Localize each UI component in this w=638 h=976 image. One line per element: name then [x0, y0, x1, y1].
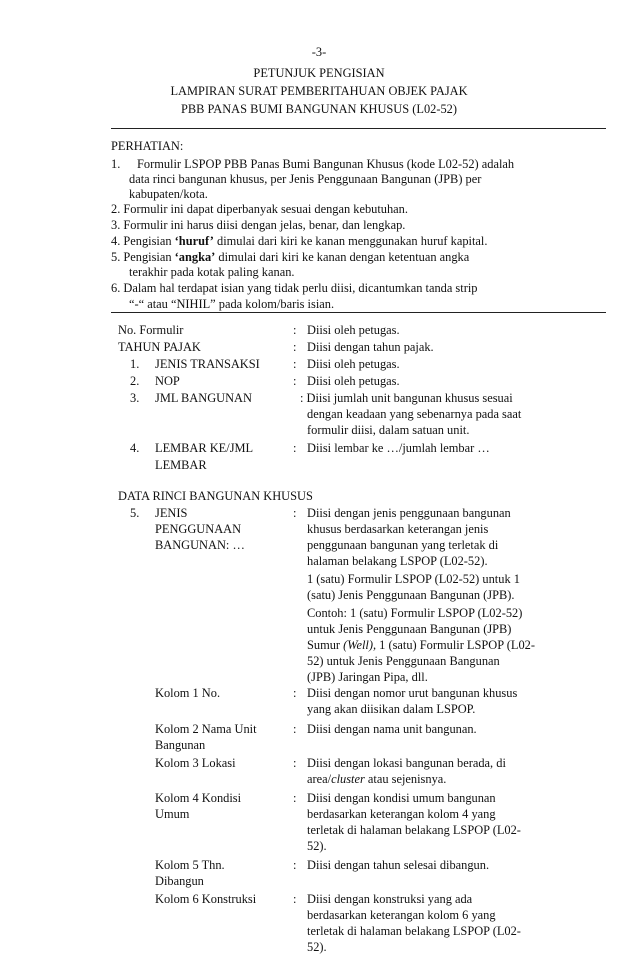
field-5-label-line-1: JENIS — [155, 506, 188, 520]
colon: : — [293, 858, 297, 872]
perhatian-item-4-bold: ‘huruf’ — [174, 234, 214, 248]
colon: : — [293, 686, 297, 700]
kolom-6-desc-line-1: Diisi dengan konstruksi yang ada — [307, 892, 473, 906]
field-4-label-line-2: LEMBAR — [155, 458, 207, 472]
field-4-desc: Diisi lembar ke …/jumlah lembar … — [307, 441, 490, 455]
colon: : — [293, 722, 297, 736]
field-5-desc-line-10: 52) untuk Jenis Penggunaan Bangunan — [307, 654, 500, 668]
perhatian-item-4: 4. Pengisian ‘huruf’ dimulai dari kiri ke kanan menggunakan huruf kapital. — [111, 234, 488, 248]
title-line-3: PBB PANAS BUMI BANGUNAN KHUSUS (L02-52) — [181, 102, 457, 116]
field-1-desc: Diisi oleh petugas. — [307, 357, 400, 371]
field-2-desc: Diisi oleh petugas. — [307, 374, 400, 388]
no-formulir-label: No. Formulir — [118, 323, 184, 337]
kolom-5-desc: Diisi dengan tahun selesai dibangun. — [307, 858, 490, 872]
colon: : — [293, 791, 297, 805]
field-3-number: 3. — [130, 391, 140, 405]
field-5-desc-line-1: Diisi dengan jenis penggunaan bangunan — [307, 506, 511, 520]
colon: : — [293, 357, 297, 371]
field-5-label-line-3: BANGUNAN: … — [155, 538, 245, 552]
kolom-3-desc-line-1: Diisi dengan lokasi bangunan berada, di — [307, 756, 506, 770]
field-3-desc-line-2: dengan keadaan yang sebenarnya pada saat — [307, 407, 522, 421]
kolom-6-label: Kolom 6 Konstruksi — [155, 892, 257, 906]
perhatian-item-3: 3. Formulir ini harus diisi dengan jelas, benar, dan lengkap. — [111, 218, 406, 232]
kolom-6-desc-line-3: terletak di halaman belakang LSPOP (L02- — [307, 924, 521, 938]
field-5-label-line-2: PENGGUNAAN — [155, 522, 242, 536]
field-5-desc-line-2: khusus berdasarkan keterangan jenis — [307, 522, 489, 536]
perhatian-item-6-line-1: 6. Dalam hal terdapat isian yang tidak perlu diisi, dicantumkan tanda strip — [111, 281, 478, 295]
perhatian-item-1-line-1: Formulir LSPOP PBB Panas Bumi Bangunan Khusus (kode L02-52) adalah — [137, 157, 515, 171]
field-1-number: 1. — [130, 357, 140, 371]
perhatian-item-5-bold: ‘angka’ — [174, 250, 216, 264]
field-3-desc-line-1: : Diisi jumlah unit bangunan khusus sesuai — [300, 391, 513, 405]
kolom-6-desc-line-2: berdasarkan keterangan kolom 6 yang — [307, 908, 496, 922]
divider-top — [111, 128, 606, 129]
kolom-1-desc-line-2: yang akan diisikan dalam LSPOP. — [307, 702, 476, 716]
colon: : — [293, 892, 297, 906]
kolom-4-desc-line-1: Diisi dengan kondisi umum bangunan — [307, 791, 496, 805]
colon: : — [293, 756, 297, 770]
perhatian-item-1-number: 1. — [111, 157, 121, 171]
kolom-3-label: Kolom 3 Lokasi — [155, 756, 236, 770]
field-2-number: 2. — [130, 374, 140, 388]
kolom-1-desc-line-1: Diisi dengan nomor urut bangunan khusus — [307, 686, 518, 700]
tahun-pajak-desc: Diisi dengan tahun pajak. — [307, 340, 434, 354]
field-2-label: NOP — [155, 374, 180, 388]
perhatian-item-2: 2. Formulir ini dapat diperbanyak sesuai dengan kebutuhan. — [111, 202, 408, 216]
field-5-desc-line-4: halaman belakang LSPOP (L02-52). — [307, 554, 488, 568]
colon: : — [293, 340, 297, 354]
kolom-2-label-line-1: Kolom 2 Nama Unit — [155, 722, 257, 736]
kolom-6-desc-line-4: 52). — [307, 940, 327, 954]
kolom-4-desc-line-3: terletak di halaman belakang LSPOP (L02- — [307, 823, 521, 837]
field-5-desc-line-3: penggunaan bangunan yang terletak di — [307, 538, 499, 552]
kolom-3-desc-line-2: area/cluster atau sejenisnya. — [307, 772, 447, 786]
kolom-5-label-line-2: Dibangun — [155, 874, 204, 888]
divider-bottom — [111, 312, 606, 313]
cluster-italic: cluster — [331, 772, 365, 786]
perhatian-item-1-line-2: data rinci bangunan khusus, per Jenis Penggunaan Bangunan (JPB) per — [129, 172, 482, 186]
kolom-4-label-line-1: Kolom 4 Kondisi — [155, 791, 242, 805]
title-line-2: LAMPIRAN SURAT PEMBERITAHUAN OBJEK PAJAK — [170, 84, 468, 98]
field-5-desc-line-9: Sumur (Well), 1 (satu) Formulir LSPOP (L02- — [307, 638, 535, 652]
field-5-desc-line-8: untuk Jenis Penggunaan Bangunan (JPB) — [307, 622, 512, 636]
field-4-label-line-1: LEMBAR KE/JML — [155, 441, 254, 455]
well-italic: (Well), — [343, 638, 377, 652]
title-line-1: PETUNJUK PENGISIAN — [253, 66, 385, 80]
kolom-1-label: Kolom 1 No. — [155, 686, 221, 700]
field-3-label: JML BANGUNAN — [155, 391, 252, 405]
page-number: -3- — [311, 45, 327, 59]
colon: : — [293, 374, 297, 388]
field-5-desc-line-6: (satu) Jenis Penggunaan Bangunan (JPB). — [307, 588, 515, 602]
colon: : — [293, 506, 297, 520]
colon: : — [293, 323, 297, 337]
field-3-desc-line-3: formulir diisi, dalam satuan unit. — [307, 423, 470, 437]
perhatian-item-5-line-2: terakhir pada kotak paling kanan. — [129, 265, 295, 279]
kolom-2-label-line-2: Bangunan — [155, 738, 206, 752]
field-5-desc-line-7: Contoh: 1 (satu) Formulir LSPOP (L02-52) — [307, 606, 523, 620]
colon: : — [293, 441, 297, 455]
kolom-2-desc: Diisi dengan nama unit bangunan. — [307, 722, 477, 736]
data-rinci-heading: DATA RINCI BANGUNAN KHUSUS — [118, 489, 313, 503]
kolom-4-desc-line-2: berdasarkan keterangan kolom 4 yang — [307, 807, 496, 821]
no-formulir-desc: Diisi oleh petugas. — [307, 323, 400, 337]
perhatian-item-1-line-3: kabupaten/kota. — [129, 187, 208, 201]
kolom-5-label-line-1: Kolom 5 Thn. — [155, 858, 225, 872]
field-5-desc-line-5: 1 (satu) Formulir LSPOP (L02-52) untuk 1 — [307, 572, 520, 586]
perhatian-item-5: 5. Pengisian ‘angka’ dimulai dari kiri ke kanan dengan ketentuan angka — [111, 250, 470, 264]
tahun-pajak-label: TAHUN PAJAK — [118, 340, 201, 354]
field-1-label: JENIS TRANSAKSI — [155, 357, 260, 371]
kolom-4-label-line-2: Umum — [155, 807, 190, 821]
perhatian-heading: PERHATIAN: — [111, 139, 184, 153]
field-5-number: 5. — [130, 506, 140, 520]
field-5-desc-line-11: (JPB) Jaringan Pipa, dll. — [307, 670, 428, 684]
field-4-number: 4. — [130, 441, 140, 455]
perhatian-item-6-line-2: “-“ atau “NIHIL” pada kolom/baris isian. — [129, 297, 335, 311]
kolom-4-desc-line-4: 52). — [307, 839, 327, 853]
